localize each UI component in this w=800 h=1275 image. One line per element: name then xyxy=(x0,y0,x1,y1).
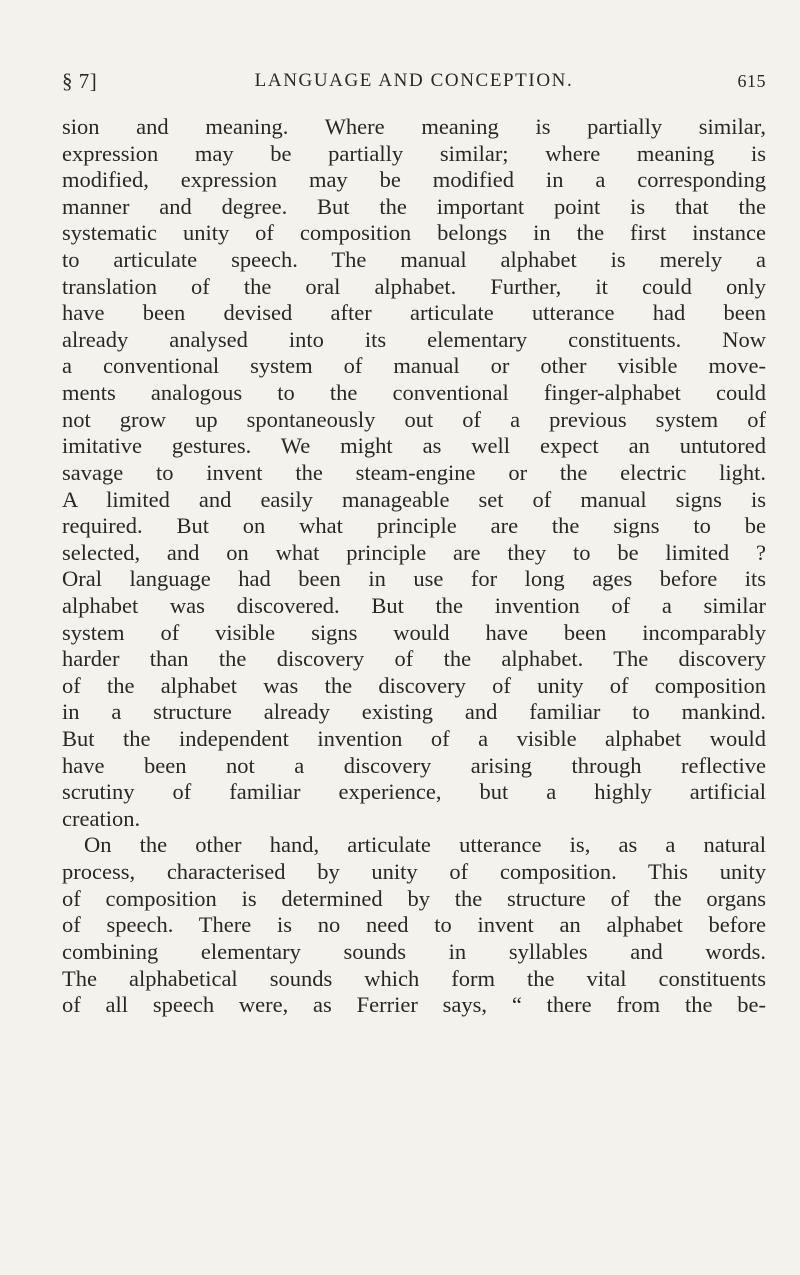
text-line: On the other hand, articulate utterance is, as a natural xyxy=(84,832,766,858)
text-line: of composition is determined by the structure of the organs xyxy=(62,885,766,911)
text-line: a conventional system of manual or other visible move- xyxy=(62,353,766,379)
section-marker: § 7] xyxy=(62,69,98,93)
text-line: manner and degree. But the important point is that the xyxy=(62,193,766,219)
text-line: creation. xyxy=(62,805,141,831)
text-line: Oral language had been in use for long ages before its xyxy=(62,566,766,592)
text-line: not grow up spontaneously out of a previous system of xyxy=(62,406,766,432)
text-line: systematic unity of composition belongs in the first instance xyxy=(62,220,766,246)
text-line: expression may be partially similar; where meaning is xyxy=(62,140,766,166)
text-line: required. But on what principle are the signs to be xyxy=(62,513,766,539)
text-line: process, characterised by unity of composition. This unity xyxy=(62,859,766,885)
running-title: LANGUAGE AND CONCEPTION. xyxy=(254,70,574,91)
text-line: already analysed into its elementary constituents. Now xyxy=(62,326,766,352)
text-line: combining elementary sounds in syllables and words. xyxy=(62,938,766,964)
text-line: to articulate speech. The manual alphabet is merely a xyxy=(62,247,766,273)
running-head xyxy=(62,66,766,96)
paragraph xyxy=(62,114,766,832)
text-line: in a structure already existing and familiar to mankind. xyxy=(62,699,766,725)
text-line: of all speech were, as Ferrier says, “ there from the be- xyxy=(62,992,766,1018)
text-line: imitative gestures. We might as well expect an untutored xyxy=(62,433,766,459)
text-line: sion and meaning. Where meaning is partially similar, xyxy=(62,114,766,139)
text-line: alphabet was discovered. But the invention of a similar xyxy=(62,592,766,618)
text-line: have been devised after articulate utterance had been xyxy=(62,300,766,326)
text-line: The alphabetical sounds which form the vital constituents xyxy=(62,965,766,991)
text-line: harder than the discovery of the alphabet. The discovery xyxy=(62,646,766,672)
text-line: But the independent invention of a visible alphabet would xyxy=(62,726,766,752)
text-line: have been not a discovery arising through reflective xyxy=(62,752,766,778)
text-line: of speech. There is no need to invent an alphabet before xyxy=(62,912,766,938)
text-line: translation of the oral alphabet. Further, it could only xyxy=(62,273,766,299)
text-line: modified, expression may be modified in a corresponding xyxy=(62,167,766,193)
text-line: A limited and easily manageable set of manual signs is xyxy=(62,486,766,512)
text-line: system of visible signs would have been incomparably xyxy=(62,619,766,645)
page-number: 615 xyxy=(737,71,766,91)
text-line: ments analogous to the conventional finger-alphabet could xyxy=(62,380,766,406)
text-line: scrutiny of familiar experience, but a highly artificial xyxy=(62,779,766,805)
paragraph xyxy=(62,832,766,1018)
text-line: savage to invent the steam-engine or the electric light. xyxy=(62,459,766,485)
text-line: selected, and on what principle are they to be limited ? xyxy=(62,539,766,565)
text-line: of the alphabet was the discovery of unity of composition xyxy=(62,672,766,698)
body-text xyxy=(62,114,766,1019)
